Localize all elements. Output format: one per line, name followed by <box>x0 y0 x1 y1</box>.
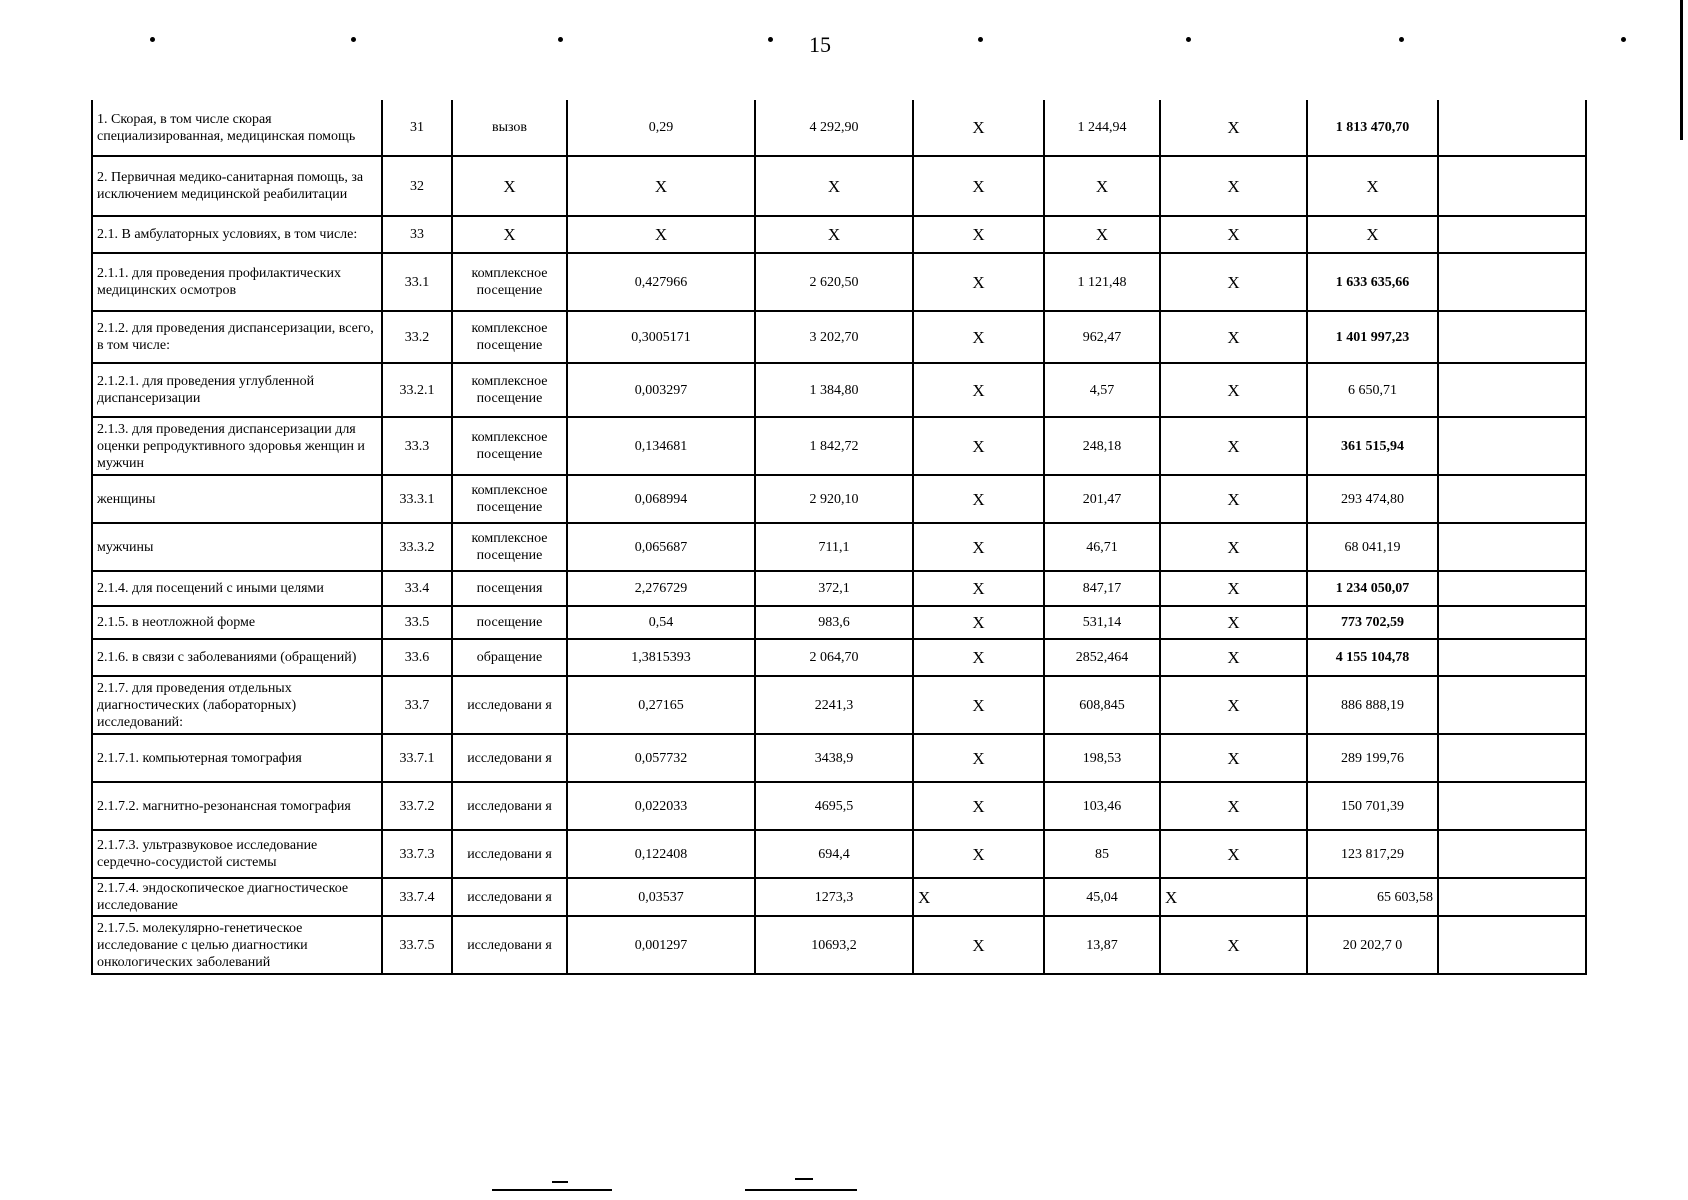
row-volume-cell: 0,3005171 <box>567 311 755 363</box>
row-name-cell: 2.1.7.1. компьютерная томография <box>92 734 382 782</box>
row-code-cell: 33.3 <box>382 417 452 475</box>
row-name-cell: 2.1.7.4. эндоскопическое диагностическое исследование <box>92 878 382 916</box>
row-col8-cell: X <box>1160 100 1307 156</box>
row-col7-cell: 1 121,48 <box>1044 253 1160 311</box>
row-total-cell: X <box>1307 156 1438 216</box>
row-code-cell: 33 <box>382 216 452 253</box>
row-total-cell: 1 234 050,07 <box>1307 571 1438 606</box>
signature-line <box>492 1189 612 1191</box>
row-col7-cell: 201,47 <box>1044 475 1160 523</box>
row-unit-cell: исследовани я <box>452 878 567 916</box>
row-col6-cell: X <box>913 830 1044 878</box>
row-cost-cell: 4695,5 <box>755 782 913 830</box>
scan-dot <box>558 37 563 42</box>
row-name-cell: 2.1.7.3. ультразвуковое исследование сердечно-сосудистой системы <box>92 830 382 878</box>
row-code-cell: 33.2 <box>382 311 452 363</box>
row-unit-cell: вызов <box>452 100 567 156</box>
row-total-cell: 293 474,80 <box>1307 475 1438 523</box>
row-col6-cell: X <box>913 475 1044 523</box>
row-unit-cell: исследовани я <box>452 734 567 782</box>
row-empty-cell <box>1438 606 1586 639</box>
row-code-cell: 33.7.1 <box>382 734 452 782</box>
row-volume-cell: X <box>567 216 755 253</box>
row-cost-cell: 2 064,70 <box>755 639 913 676</box>
row-empty-cell <box>1438 571 1586 606</box>
row-col7-cell: 608,845 <box>1044 676 1160 734</box>
data-table <box>91 100 1587 975</box>
row-total-cell: 361 515,94 <box>1307 417 1438 475</box>
table-row <box>92 253 1586 311</box>
row-name-cell: 2.1.2. для проведения диспансеризации, всего, в том числе: <box>92 311 382 363</box>
row-name-cell: 2.1. В амбулаторных условиях, в том числе: <box>92 216 382 253</box>
row-volume-cell: 0,122408 <box>567 830 755 878</box>
scan-dot <box>768 37 773 42</box>
row-total-cell: 68 041,19 <box>1307 523 1438 571</box>
row-col8-cell: X <box>1160 734 1307 782</box>
row-col8-cell: X <box>1160 253 1307 311</box>
row-col8-cell: X <box>1160 523 1307 571</box>
scan-dot <box>1186 37 1191 42</box>
table-row <box>92 676 1586 734</box>
table-row <box>92 523 1586 571</box>
row-name-cell: 2.1.6. в связи с заболеваниями (обращений) <box>92 639 382 676</box>
row-name-cell: 2.1.1. для проведения профилактических медицинских осмотров <box>92 253 382 311</box>
row-col8-cell: X <box>1160 639 1307 676</box>
scan-dot <box>1399 37 1404 42</box>
row-code-cell: 33.5 <box>382 606 452 639</box>
row-col8-cell: X <box>1160 878 1307 916</box>
table-row <box>92 311 1586 363</box>
row-col8-cell: X <box>1160 782 1307 830</box>
row-unit-cell: комплексное посещение <box>452 253 567 311</box>
row-volume-cell: 0,065687 <box>567 523 755 571</box>
row-empty-cell <box>1438 734 1586 782</box>
row-volume-cell: 0,068994 <box>567 475 755 523</box>
row-unit-cell: обращение <box>452 639 567 676</box>
row-total-cell: 65 603,58 <box>1307 878 1438 916</box>
row-col7-cell: 198,53 <box>1044 734 1160 782</box>
row-total-cell: 1 401 997,23 <box>1307 311 1438 363</box>
row-col6-cell: X <box>913 734 1044 782</box>
row-col6-cell: X <box>913 417 1044 475</box>
row-col6-cell: X <box>913 571 1044 606</box>
row-code-cell: 33.7.4 <box>382 878 452 916</box>
signature-dash <box>795 1178 813 1180</box>
row-col7-cell: 531,14 <box>1044 606 1160 639</box>
row-col6-cell: X <box>913 311 1044 363</box>
row-col8-cell: X <box>1160 830 1307 878</box>
row-name-cell: 2.1.2.1. для проведения углубленной диспансеризации <box>92 363 382 417</box>
row-code-cell: 33.2.1 <box>382 363 452 417</box>
table-row <box>92 606 1586 639</box>
row-col8-cell: X <box>1160 417 1307 475</box>
row-col8-cell: X <box>1160 216 1307 253</box>
row-cost-cell: X <box>755 156 913 216</box>
row-col8-cell: X <box>1160 475 1307 523</box>
row-col8-cell: X <box>1160 676 1307 734</box>
row-col7-cell: 103,46 <box>1044 782 1160 830</box>
row-code-cell: 33.4 <box>382 571 452 606</box>
row-col6-cell: X <box>913 100 1044 156</box>
row-empty-cell <box>1438 523 1586 571</box>
row-name-cell: мужчины <box>92 523 382 571</box>
table-row <box>92 734 1586 782</box>
row-volume-cell: 0,001297 <box>567 916 755 974</box>
table-row <box>92 782 1586 830</box>
row-cost-cell: 372,1 <box>755 571 913 606</box>
row-unit-cell: комплексное посещение <box>452 523 567 571</box>
row-empty-cell <box>1438 417 1586 475</box>
table-row <box>92 216 1586 253</box>
row-cost-cell: 2 620,50 <box>755 253 913 311</box>
row-col6-cell: X <box>913 878 1044 916</box>
row-col8-cell: X <box>1160 311 1307 363</box>
row-empty-cell <box>1438 156 1586 216</box>
scan-edge <box>1680 0 1683 140</box>
row-col6-cell: X <box>913 253 1044 311</box>
row-unit-cell: комплексное посещение <box>452 417 567 475</box>
row-empty-cell <box>1438 639 1586 676</box>
row-col6-cell: X <box>913 782 1044 830</box>
row-code-cell: 33.1 <box>382 253 452 311</box>
row-unit-cell: X <box>452 156 567 216</box>
row-cost-cell: 1 842,72 <box>755 417 913 475</box>
row-code-cell: 33.3.2 <box>382 523 452 571</box>
row-volume-cell: 0,03537 <box>567 878 755 916</box>
row-name-cell: 2.1.3. для проведения диспансеризации для оценки репродуктивного здоровья женщин и мужчин <box>92 417 382 475</box>
row-total-cell: 773 702,59 <box>1307 606 1438 639</box>
row-col6-cell: X <box>913 216 1044 253</box>
row-col7-cell: 13,87 <box>1044 916 1160 974</box>
row-cost-cell: 1 384,80 <box>755 363 913 417</box>
row-name-cell: 2.1.7.2. магнитно-резонансная томография <box>92 782 382 830</box>
row-cost-cell: 2 920,10 <box>755 475 913 523</box>
row-total-cell: 20 202,7 0 <box>1307 916 1438 974</box>
row-total-cell: 289 199,76 <box>1307 734 1438 782</box>
row-total-cell: 6 650,71 <box>1307 363 1438 417</box>
row-total-cell: 886 888,19 <box>1307 676 1438 734</box>
row-unit-cell: исследовани я <box>452 916 567 974</box>
row-col7-cell: 1 244,94 <box>1044 100 1160 156</box>
row-volume-cell: 0,057732 <box>567 734 755 782</box>
row-unit-cell: исследовани я <box>452 782 567 830</box>
row-col8-cell: X <box>1160 606 1307 639</box>
row-code-cell: 31 <box>382 100 452 156</box>
scan-dot <box>150 37 155 42</box>
row-code-cell: 33.7.3 <box>382 830 452 878</box>
row-col7-cell: 248,18 <box>1044 417 1160 475</box>
row-col7-cell: 2852,464 <box>1044 639 1160 676</box>
signature-dash <box>552 1181 568 1183</box>
row-total-cell: 4 155 104,78 <box>1307 639 1438 676</box>
row-col7-cell: X <box>1044 216 1160 253</box>
table-row <box>92 916 1586 974</box>
row-empty-cell <box>1438 475 1586 523</box>
row-unit-cell: комплексное посещение <box>452 363 567 417</box>
table-row <box>92 475 1586 523</box>
row-code-cell: 33.6 <box>382 639 452 676</box>
row-total-cell: 1 633 635,66 <box>1307 253 1438 311</box>
row-cost-cell: X <box>755 216 913 253</box>
row-col6-cell: X <box>913 156 1044 216</box>
row-empty-cell <box>1438 830 1586 878</box>
row-col6-cell: X <box>913 606 1044 639</box>
row-col6-cell: X <box>913 916 1044 974</box>
row-code-cell: 32 <box>382 156 452 216</box>
row-volume-cell: 0,29 <box>567 100 755 156</box>
row-empty-cell <box>1438 253 1586 311</box>
row-volume-cell: X <box>567 156 755 216</box>
row-empty-cell <box>1438 311 1586 363</box>
table-row <box>92 100 1586 156</box>
row-cost-cell: 3 202,70 <box>755 311 913 363</box>
row-total-cell: X <box>1307 216 1438 253</box>
row-empty-cell <box>1438 216 1586 253</box>
row-col7-cell: 4,57 <box>1044 363 1160 417</box>
row-col6-cell: X <box>913 523 1044 571</box>
row-empty-cell <box>1438 916 1586 974</box>
row-volume-cell: 0,54 <box>567 606 755 639</box>
table-row <box>92 417 1586 475</box>
row-cost-cell: 4 292,90 <box>755 100 913 156</box>
row-unit-cell: X <box>452 216 567 253</box>
row-col8-cell: X <box>1160 916 1307 974</box>
table-row <box>92 639 1586 676</box>
row-col8-cell: X <box>1160 156 1307 216</box>
row-cost-cell: 711,1 <box>755 523 913 571</box>
row-col7-cell: 46,71 <box>1044 523 1160 571</box>
scan-dot <box>978 37 983 42</box>
row-col7-cell: 847,17 <box>1044 571 1160 606</box>
row-total-cell: 150 701,39 <box>1307 782 1438 830</box>
row-code-cell: 33.7 <box>382 676 452 734</box>
row-cost-cell: 2241,3 <box>755 676 913 734</box>
row-name-cell: 1. Скорая, в том числе скорая специализированная, медицинская помощь <box>92 100 382 156</box>
signature-line <box>745 1189 857 1191</box>
row-name-cell: 2.1.7. для проведения отдельных диагностических (лабораторных) исследований: <box>92 676 382 734</box>
row-empty-cell <box>1438 782 1586 830</box>
row-name-cell: 2.1.5. в неотложной форме <box>92 606 382 639</box>
row-volume-cell: 0,134681 <box>567 417 755 475</box>
row-cost-cell: 1273,3 <box>755 878 913 916</box>
row-code-cell: 33.7.2 <box>382 782 452 830</box>
row-total-cell: 123 817,29 <box>1307 830 1438 878</box>
table-body <box>92 100 1586 974</box>
row-volume-cell: 0,003297 <box>567 363 755 417</box>
row-col8-cell: X <box>1160 363 1307 417</box>
row-code-cell: 33.7.5 <box>382 916 452 974</box>
row-col7-cell: 85 <box>1044 830 1160 878</box>
row-cost-cell: 983,6 <box>755 606 913 639</box>
row-code-cell: 33.3.1 <box>382 475 452 523</box>
row-unit-cell: комплексное посещение <box>452 311 567 363</box>
row-cost-cell: 694,4 <box>755 830 913 878</box>
row-volume-cell: 0,022033 <box>567 782 755 830</box>
row-name-cell: 2.1.4. для посещений с иными целями <box>92 571 382 606</box>
row-unit-cell: исследовани я <box>452 830 567 878</box>
page-number: 15 <box>809 32 831 57</box>
table-row <box>92 363 1586 417</box>
row-volume-cell: 2,276729 <box>567 571 755 606</box>
table-row <box>92 878 1586 916</box>
row-empty-cell <box>1438 676 1586 734</box>
row-volume-cell: 0,27165 <box>567 676 755 734</box>
row-col6-cell: X <box>913 363 1044 417</box>
row-total-cell: 1 813 470,70 <box>1307 100 1438 156</box>
scan-dot <box>351 37 356 42</box>
row-volume-cell: 0,427966 <box>567 253 755 311</box>
row-col6-cell: X <box>913 639 1044 676</box>
row-col7-cell: 962,47 <box>1044 311 1160 363</box>
row-empty-cell <box>1438 878 1586 916</box>
row-cost-cell: 3438,9 <box>755 734 913 782</box>
row-empty-cell <box>1438 100 1586 156</box>
row-col8-cell: X <box>1160 571 1307 606</box>
row-volume-cell: 1,3815393 <box>567 639 755 676</box>
row-col6-cell: X <box>913 676 1044 734</box>
row-unit-cell: исследовани я <box>452 676 567 734</box>
scan-dot <box>1621 37 1626 42</box>
table-row <box>92 156 1586 216</box>
row-empty-cell <box>1438 363 1586 417</box>
row-unit-cell: посещение <box>452 606 567 639</box>
table-row <box>92 571 1586 606</box>
row-col7-cell: 45,04 <box>1044 878 1160 916</box>
row-name-cell: 2. Первичная медико-санитарная помощь, за исключением медицинской реабилитации <box>92 156 382 216</box>
row-unit-cell: посещения <box>452 571 567 606</box>
row-cost-cell: 10693,2 <box>755 916 913 974</box>
row-col7-cell: X <box>1044 156 1160 216</box>
row-name-cell: 2.1.7.5. молекулярно-генетическое исследование с целью диагностики онкологических заболеваний <box>92 916 382 974</box>
row-unit-cell: комплексное посещение <box>452 475 567 523</box>
table-row <box>92 830 1586 878</box>
row-name-cell: женщины <box>92 475 382 523</box>
